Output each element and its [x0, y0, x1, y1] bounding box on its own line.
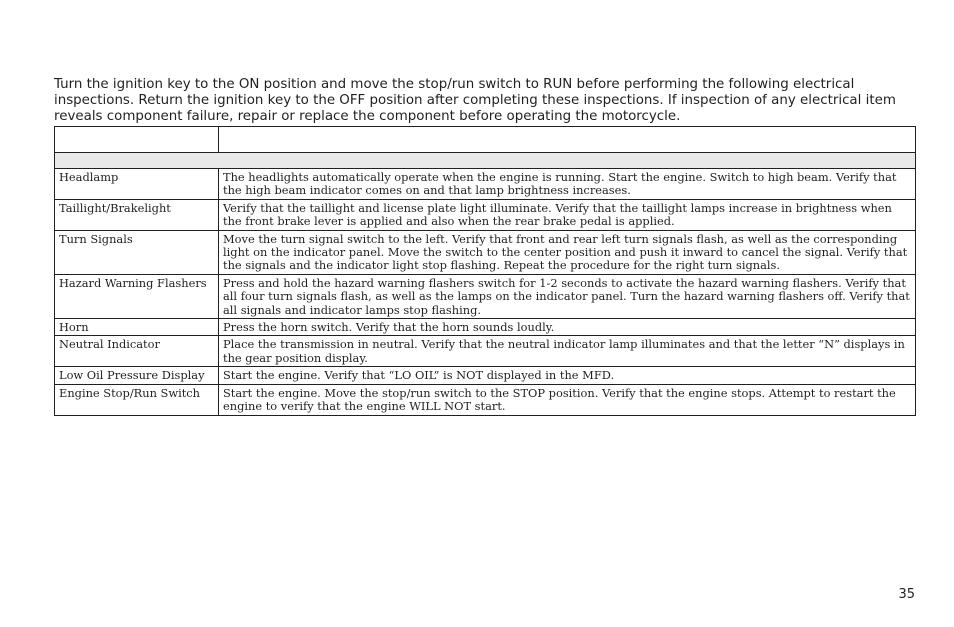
procedure-cell: Press and hold the hazard warning flashers switch for 1-2 seconds to activate the hazard warning flashers. Verify that all four turn signals flash, as well as the lamps on the indicator panel. Turn the hazard warning flashers off. Verify that all signals and indicator lamps stop flashing. — [219, 274, 916, 318]
table-row — [55, 367, 916, 384]
procedure-cell: Start the engine. Verify that “LO OIL” is NOT displayed in the MFD. — [219, 367, 916, 384]
item-cell: Hazard Warning Flashers — [55, 274, 219, 318]
procedure-cell: Press the horn switch. Verify that the horn sounds loudly. — [219, 319, 916, 336]
item-cell: Neutral Indicator — [55, 336, 219, 367]
page-number: 35 — [898, 587, 915, 602]
table-section-row — [55, 153, 916, 169]
item-cell: Taillight/Brakelight — [55, 199, 219, 230]
procedure-cell: Verify that the taillight and license plate light illuminate. Verify that the taillight lamps increase in brightness when the front brake lever is applied and also when the rear brake pedal is applied. — [219, 199, 916, 230]
procedure-cell: Place the transmission in neutral. Verify that the neutral indicator lamp illuminates and that the letter “N” displays in the gear position display. — [219, 336, 916, 367]
header-procedure-cell — [219, 127, 916, 153]
intro-paragraph: Turn the ignition key to the ON position and move the stop/run switch to RUN before performing the following electrical inspections. Return the ignition key to the OFF position after completing these inspections. If inspection of any electrical item reveals component failure, repair or replace the component before operating the motorcycle. — [54, 77, 896, 124]
item-cell: Horn — [55, 319, 219, 336]
item-cell: Headlamp — [55, 169, 219, 200]
table-row — [55, 199, 916, 230]
procedure-cell: Start the engine. Move the stop/run switch to the STOP position. Verify that the engine stops. Attempt to restart the engine to verify that the engine WILL NOT start. — [219, 384, 916, 415]
table-row — [55, 319, 916, 336]
table-row — [55, 169, 916, 200]
table-row — [55, 336, 916, 367]
header-item-cell — [55, 127, 219, 153]
procedure-cell: Move the turn signal switch to the left. Verify that front and rear left turn signals flash, as well as the corresponding light on the indicator panel. Move the switch to the center position and push it inward to cancel the signal. Verify that the signals and the indicator light stop flashing. Repeat the procedure for the right turn signals. — [219, 230, 916, 274]
procedure-cell: The headlights automatically operate when the engine is running. Start the engine. Switch to high beam. Verify that the high beam indicator comes on and that lamp brightness increases. — [219, 169, 916, 200]
item-cell: Engine Stop/Run Switch — [55, 384, 219, 415]
section-label — [55, 153, 916, 169]
table-header-row — [55, 127, 916, 153]
item-cell: Low Oil Pressure Display — [55, 367, 219, 384]
table-row — [55, 230, 916, 274]
item-cell: Turn Signals — [55, 230, 219, 274]
electrical-inspection-table — [54, 126, 916, 416]
table-row — [55, 384, 916, 415]
table-row — [55, 274, 916, 318]
